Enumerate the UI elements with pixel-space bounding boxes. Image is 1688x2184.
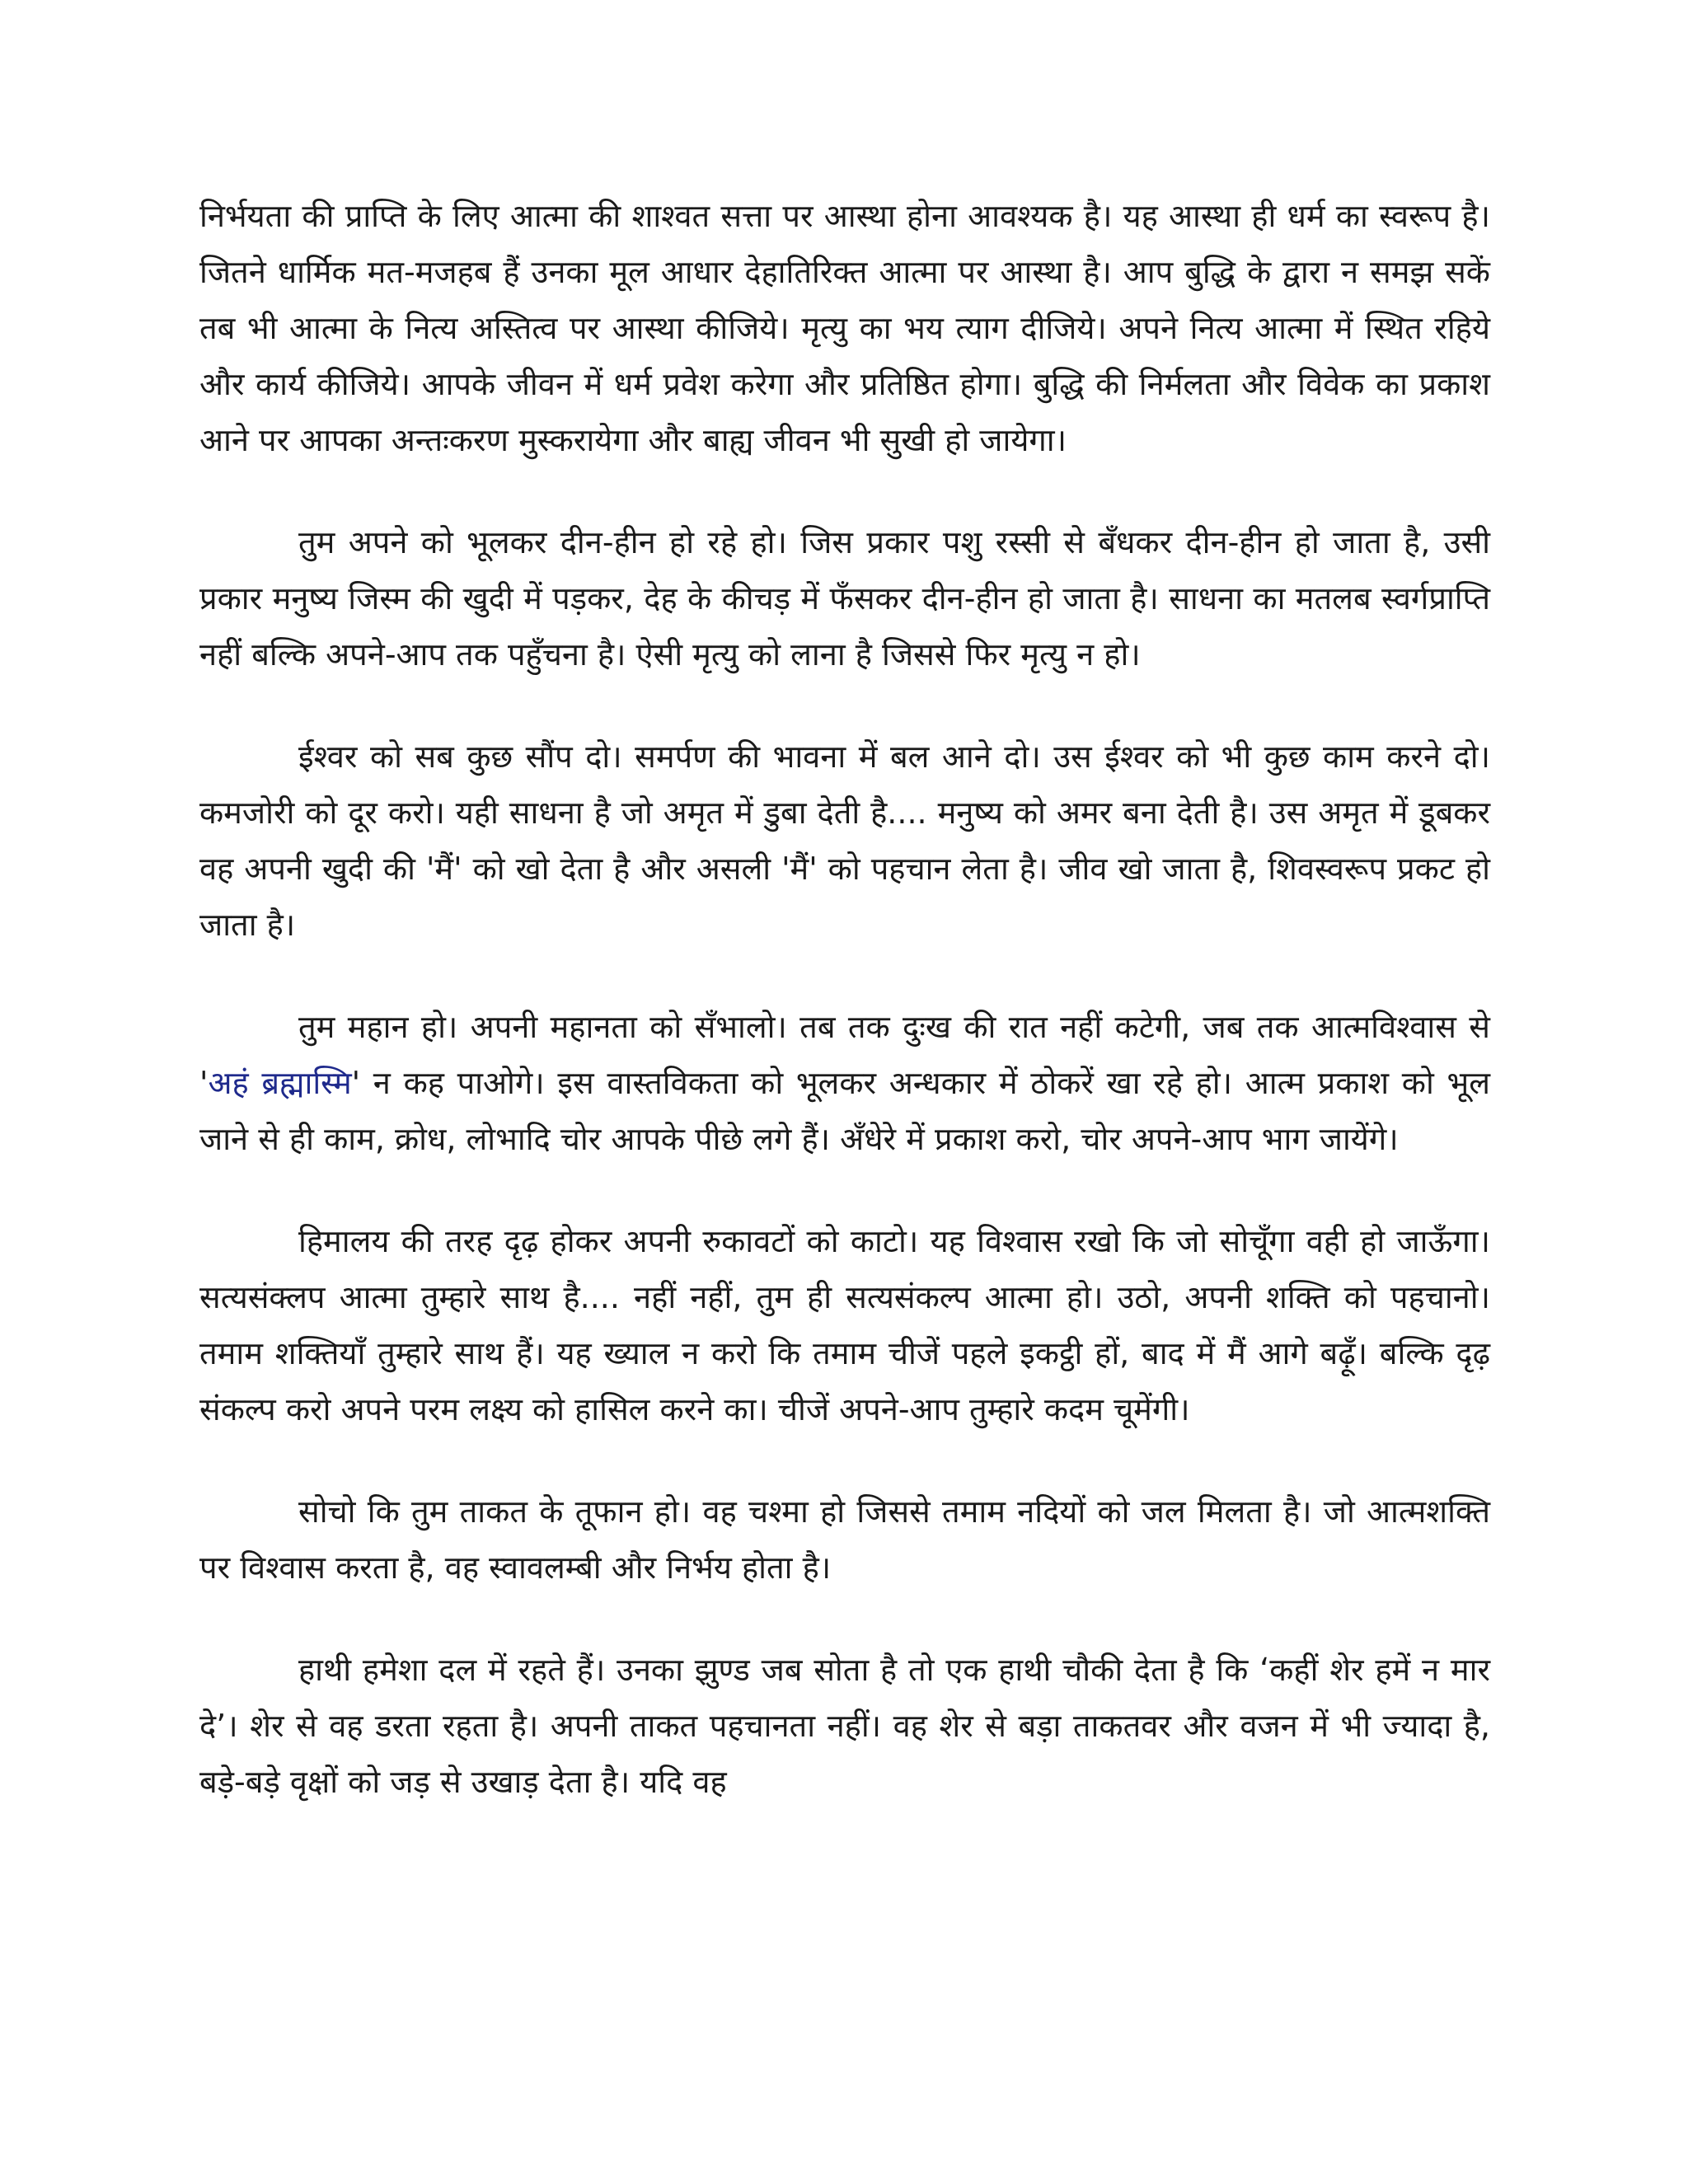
paragraph-7: हाथी हमेशा दल में रहते हैं। उनका झुण्ड जब सोता है तो एक हाथी चौकी देता है कि ‘कहीं शेर हमें न मार दे’। शेर से वह डरता रहता है। अपनी ताकत पहचानता नहीं। वह शेर से बड़ा ताकतवर और वजन में भी ज्यादा है, बड़े-बड़े वृक्षों को जड़ से उखाड़ देता है। यदि वह xyxy=(199,1652,1490,1800)
paragraph-4-text-after: ' न कह पाओगे। इस वास्तविकता को भूलकर अन्धकार में ठोकरें खा रहे हो। आत्म प्रकाश को भूल जाने से ही काम, क्रोध, लोभादि चोर आपके पीछे लगे हैं। अँधेरे में प्रकाश करो, चोर अपने-आप भाग जायेंगे। xyxy=(199,1065,1490,1157)
paragraph-4-text-before: तुम महान हो। अपनी महानता को सँभालो। तब तक दुःख की रात नहीं कटेगी, जब तक आत्मविश्वास से ' xyxy=(199,1009,1490,1101)
paragraph-2: तुम अपने को भूलकर दीन-हीन हो रहे हो। जिस प्रकार पशु रस्सी से बँधकर दीन-हीन हो जाता है, उसी प्रकार मनुष्य जिस्म की खुदी में पड़कर, देह के कीचड़ में फँसकर दीन-हीन हो जाता है। साधना का मतलब स्वर्गप्राप्ति नहीं बल्कि अपने-आप तक पहुँचना है। ऐसी मृत्यु को लाना है जिससे फिर मृत्यु न हो। xyxy=(199,524,1490,673)
highlighted-phrase: अहं ब्रह्मास्मि xyxy=(208,1065,352,1101)
paragraph-4 xyxy=(199,999,1490,1167)
paragraph-6: सोचो कि तुम ताकत के तूफान हो। वह चश्मा हो जिससे तमाम नदियों को जल मिलता है। जो आत्मशक्ति पर विश्वास करता है, वह स्वावलम्बी और निर्भय होता है। xyxy=(199,1493,1490,1586)
paragraph-3: ईश्वर को सब कुछ सौंप दो। समर्पण की भावना में बल आने दो। उस ईश्वर को भी कुछ काम करने दो। कमजोरी को दूर करो। यही साधना है जो अमृत में डुबा देती है.... मनुष्य को अमर बना देती है। उस अमृत में डूबकर वह अपनी खुदी की 'मैं' को खो देता है और असली 'मैं' को पहचान लेता है। जीव खो जाता है, शिवस्वरूप प्रकट हो जाता है। xyxy=(199,738,1490,943)
document-body xyxy=(199,188,1490,1856)
paragraph-5: हिमालय की तरह दृढ़ होकर अपनी रुकावटों को काटो। यह विश्वास रखो कि जो सोचूँगा वही हो जाऊँगा। सत्यसंक्लप आत्मा तुम्हारे साथ है.... नहीं नहीं, तुम ही सत्यसंकल्प आत्मा हो। उठो, अपनी शक्ति को पहचानो। तमाम शक्तियाँ तुम्हारे साथ हैं। यह ख्याल न करो कि तमाम चीजें पहले इकट्ठी हों, बाद में मैं आगे बढ़ूँ। बल्कि दृढ़ संकल्प करो अपने परम लक्ष्य को हासिल करने का। चीजें अपने-आप तुम्हारे कदम चूमेंगी। xyxy=(199,1223,1490,1427)
paragraph-1: निर्भयता की प्राप्ति के लिए आत्मा की शाश्वत सत्ता पर आस्था होना आवश्यक है। यह आस्था ही धर्म का स्वरूप है। जितने धार्मिक मत-मजहब हैं उनका मूल आधार देहातिरिक्त आत्मा पर आस्था है। आप बुद्धि के द्वारा न समझ सकें तब भी आत्मा के नित्य अस्तित्व पर आस्था कीजिये। मृत्यु का भय त्याग दीजिये। अपने नित्य आत्मा में स्थित रहिये और कार्य कीजिये। आपके जीवन में धर्म प्रवेश करेगा और प्रतिष्ठित होगा। बुद्धि की निर्मलता और विवेक का प्रकाश आने पर आपका अन्तःकरण मुस्करायेगा और बाह्य जीवन भी सुखी हो जायेगा। xyxy=(199,198,1490,458)
